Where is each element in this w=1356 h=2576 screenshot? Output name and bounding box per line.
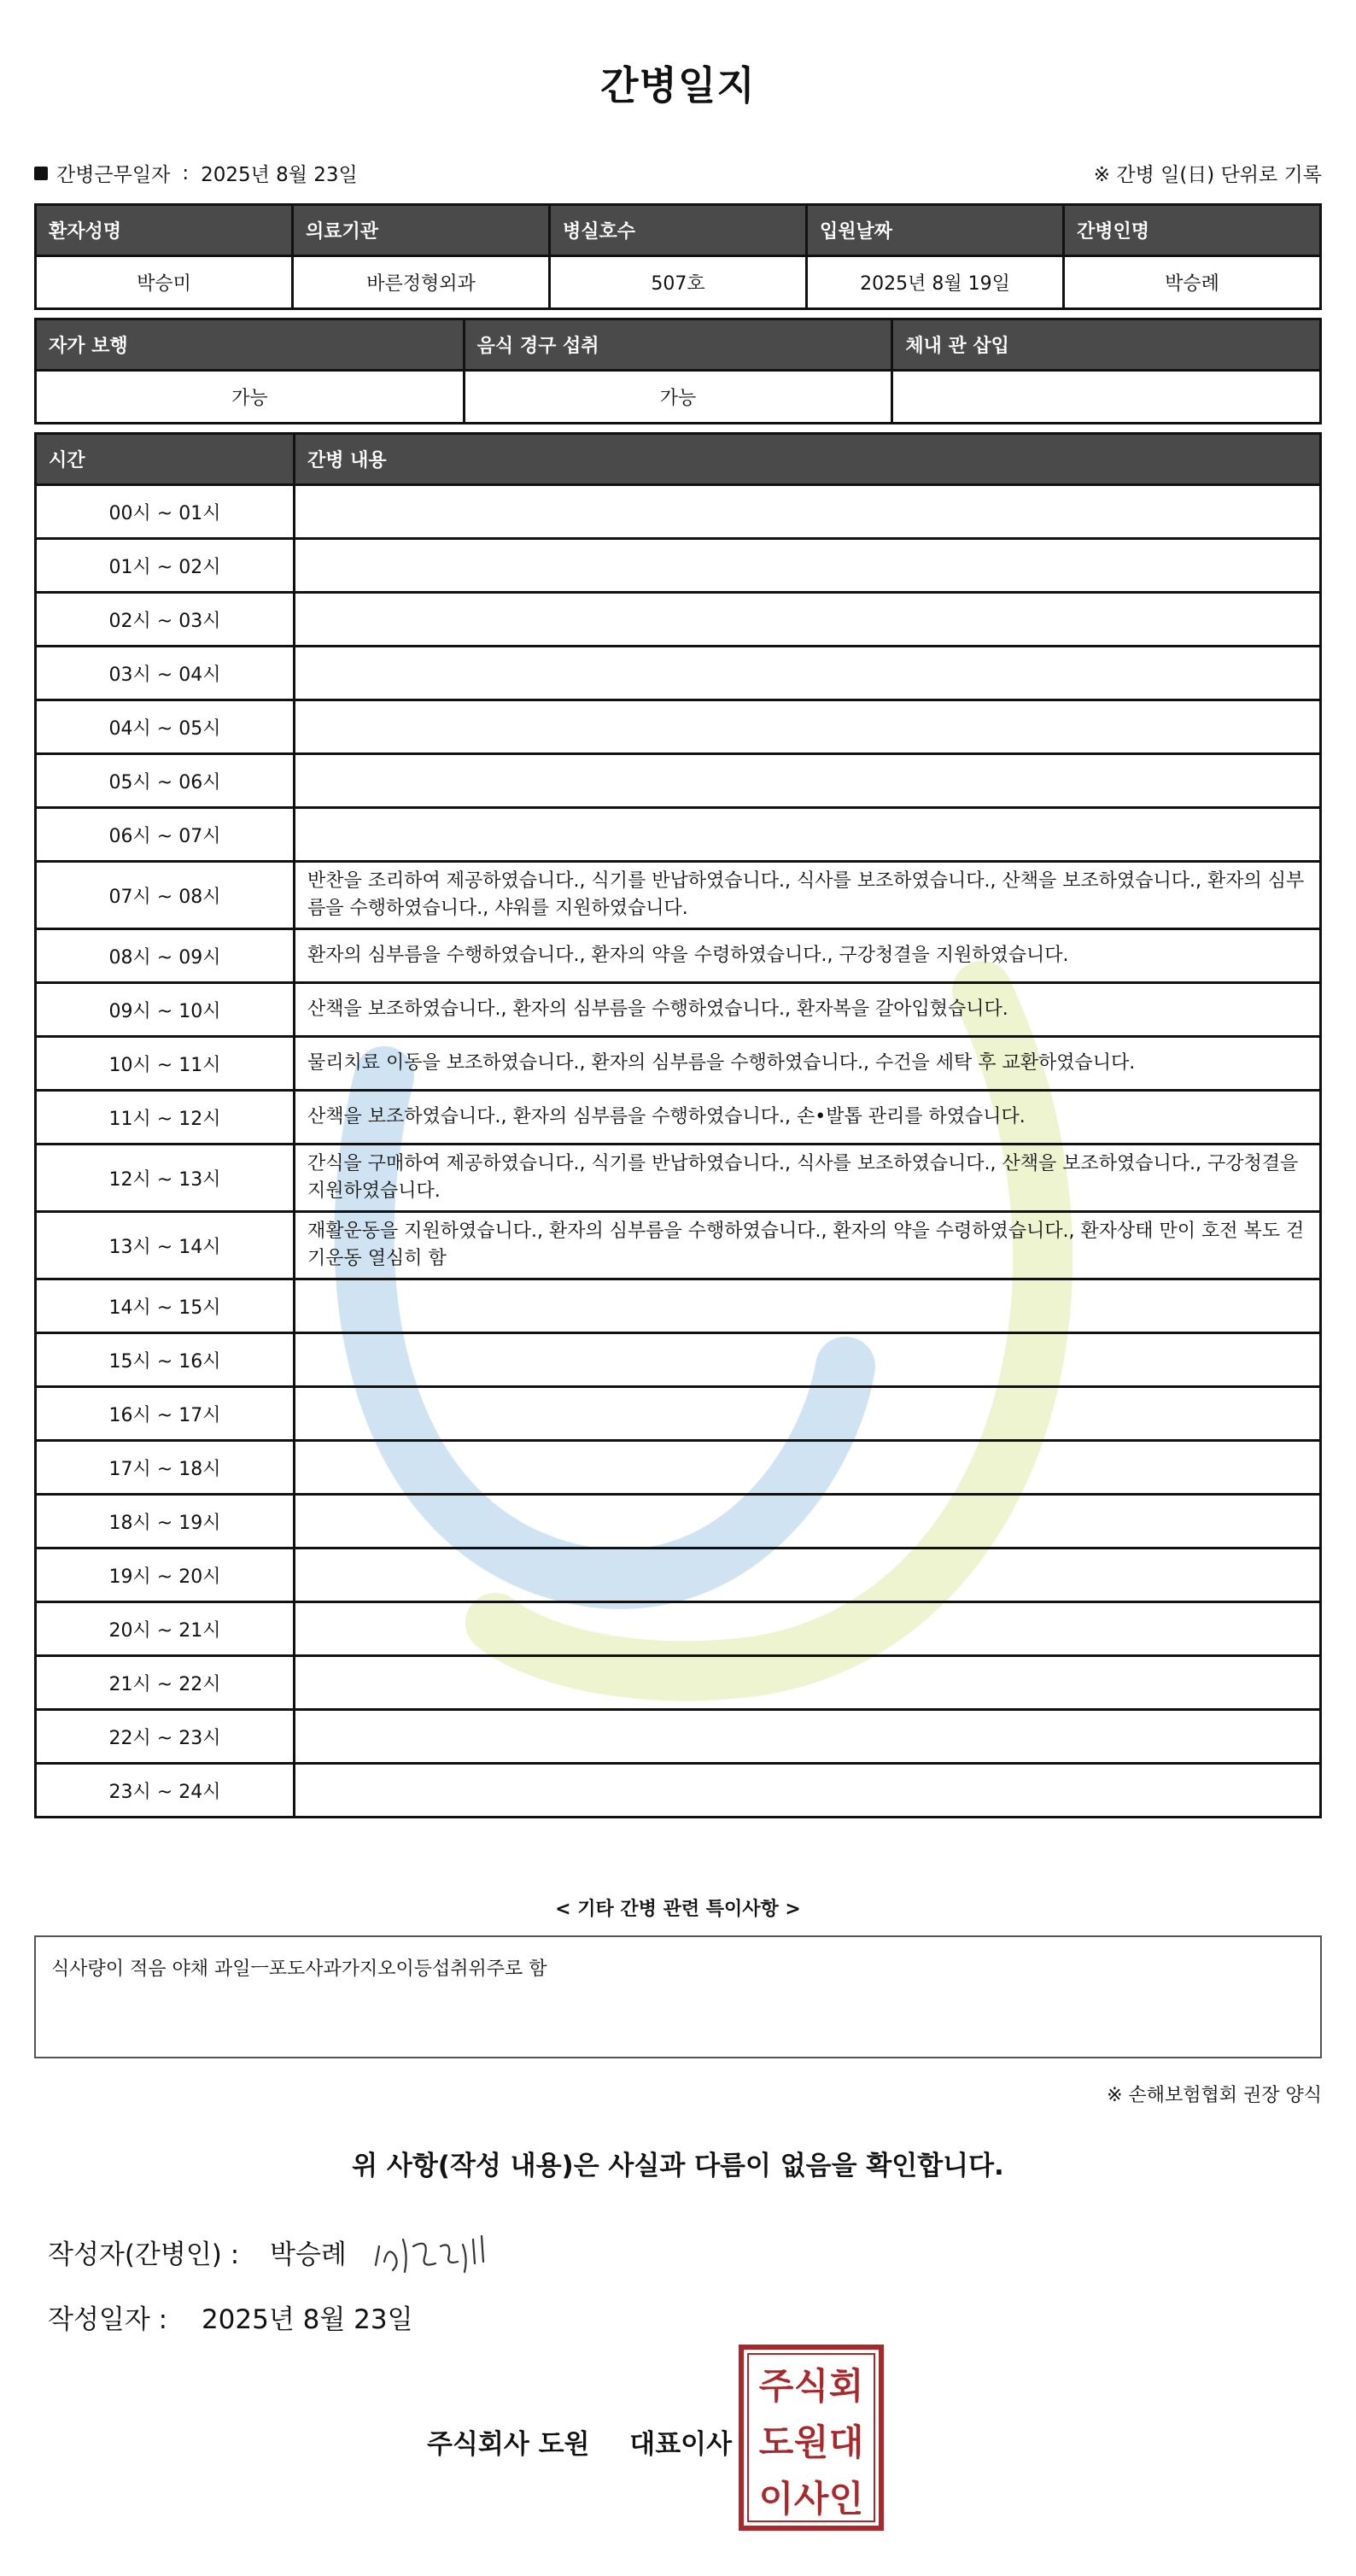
- log-time: 07시 ~ 08시: [36, 862, 295, 929]
- square-bullet-icon: [34, 167, 48, 180]
- log-time: 10시 ~ 11시: [36, 1037, 295, 1091]
- svg-text:식: 식: [793, 2365, 829, 2407]
- log-note: [295, 1441, 1321, 1495]
- ability-header-tube: 체내 관 삽입: [892, 319, 1321, 371]
- log-note: [295, 1656, 1321, 1710]
- ability-oral-intake: 가능: [464, 371, 892, 424]
- writer-row: [48, 2233, 347, 2271]
- company-row: [427, 2422, 732, 2461]
- log-time: 04시 ~ 05시: [36, 700, 295, 754]
- info-caregiver-name: 박승례: [1064, 256, 1321, 309]
- table-row: [36, 983, 1321, 1037]
- log-note: 재활운동을 지원하였습니다., 환자의 심부름을 수행하였습니다., 환자의 약을 수령하였습니다., 환자상태 만이 호전 복도 걷기운동 열심히 함: [295, 1212, 1321, 1279]
- log-header-content: 간병 내용: [295, 434, 1321, 485]
- work-date-label: 간병근무일자: [56, 164, 171, 186]
- company-role: 대표이사: [629, 2429, 733, 2460]
- table-row: [36, 1602, 1321, 1656]
- table-row: [36, 929, 1321, 983]
- recommend-note: ※ 손해보험협회 권장 양식: [1107, 2085, 1322, 2106]
- log-note: [295, 485, 1321, 539]
- log-note: 산책을 보조하였습니다., 환자의 심부름을 수행하였습니다., 손•발톱 관리를 하였습니다.: [295, 1091, 1321, 1145]
- svg-text:도: 도: [758, 2421, 794, 2463]
- table-row: [36, 647, 1321, 700]
- ability-table: [34, 318, 1322, 424]
- log-time: 09시 ~ 10시: [36, 983, 295, 1037]
- log-time: 06시 ~ 07시: [36, 808, 295, 862]
- info-header-patient: 환자성명: [36, 205, 293, 256]
- log-time: 11시 ~ 12시: [36, 1091, 295, 1145]
- log-time: 18시 ~ 19시: [36, 1495, 295, 1549]
- svg-text:사: 사: [793, 2478, 829, 2520]
- ability-walking: 가능: [36, 371, 465, 424]
- log-time: 16시 ~ 17시: [36, 1387, 295, 1441]
- ability-header-walking: 자가 보행: [36, 319, 465, 371]
- table-row: [36, 485, 1321, 539]
- log-note: [295, 1495, 1321, 1549]
- log-note: [295, 1279, 1321, 1333]
- info-hospital: 바른정형외과: [293, 256, 550, 309]
- log-note: [295, 754, 1321, 808]
- svg-text:원: 원: [793, 2421, 829, 2463]
- table-row: [36, 1495, 1321, 1549]
- special-notes-title: < 기타 간병 관련 특이사항 >: [555, 1899, 801, 1920]
- log-time: 21시 ~ 22시: [36, 1656, 295, 1710]
- table-row: [36, 1387, 1321, 1441]
- log-time: 23시 ~ 24시: [36, 1764, 295, 1818]
- log-time: 14시 ~ 15시: [36, 1279, 295, 1333]
- log-note: 산책을 보조하였습니다., 환자의 심부름을 수행하였습니다., 환자복을 갈아입혔습니다.: [295, 983, 1321, 1037]
- log-time: 19시 ~ 20시: [36, 1549, 295, 1602]
- write-date-value: 2025년 8월 23일: [201, 2304, 413, 2335]
- info-header-room: 병실호수: [550, 205, 807, 256]
- table-row: [36, 1549, 1321, 1602]
- log-time: 08시 ~ 09시: [36, 929, 295, 983]
- writer-label: 작성자(간병인) :: [48, 2239, 240, 2270]
- log-note: 물리치료 이동을 보조하였습니다., 환자의 심부름을 수행하였습니다., 수건을 세탁 후 교환하였습니다.: [295, 1037, 1321, 1091]
- ability-header-oral-intake: 음식 경구 섭취: [464, 319, 892, 371]
- log-note: [295, 1387, 1321, 1441]
- svg-text:대: 대: [828, 2421, 864, 2463]
- signature-image: [369, 2221, 506, 2289]
- info-header-caregiver: 간병인명: [1064, 205, 1321, 256]
- unit-note: ※ 간병 일(日) 단위로 기록: [1093, 164, 1322, 186]
- write-date-label: 작성일자 :: [48, 2304, 168, 2335]
- table-row: [36, 1441, 1321, 1495]
- svg-text:회: 회: [828, 2365, 864, 2407]
- table-row: [36, 1091, 1321, 1145]
- work-date-row: [34, 159, 358, 187]
- company-name: 주식회사 도원: [427, 2429, 590, 2460]
- table-row: [36, 862, 1321, 929]
- table-row: [36, 700, 1321, 754]
- log-note: [295, 808, 1321, 862]
- log-note: [295, 647, 1321, 700]
- log-time: 03시 ~ 04시: [36, 647, 295, 700]
- table-row: [36, 1656, 1321, 1710]
- table-row: [36, 1710, 1321, 1764]
- log-time: 05시 ~ 06시: [36, 754, 295, 808]
- log-note: [295, 1602, 1321, 1656]
- work-date-separator: :: [182, 161, 190, 184]
- svg-text:이: 이: [758, 2478, 794, 2520]
- table-row: [36, 808, 1321, 862]
- table-row: [36, 539, 1321, 593]
- special-notes-box: [34, 1935, 1322, 2058]
- log-note: [295, 593, 1321, 647]
- log-time: 12시 ~ 13시: [36, 1145, 295, 1212]
- table-row: [36, 754, 1321, 808]
- log-note: 간식을 구매하여 제공하였습니다., 식기를 반납하였습니다., 식사를 보조하였습니다., 산책을 보조하였습니다., 구강청결을 지원하였습니다.: [295, 1145, 1321, 1212]
- table-row: [36, 1279, 1321, 1333]
- info-header-admission: 입원날짜: [807, 205, 1064, 256]
- svg-text:주: 주: [758, 2365, 794, 2407]
- special-notes-text: 식사량이 적음 야채 과일ㅡ포도사과가지오이등섭취위주로 함: [51, 1958, 547, 1980]
- log-note: 반찬을 조리하여 제공하였습니다., 식기를 반납하였습니다., 식사를 보조하였습니다., 산책을 보조하였습니다., 환자의 심부름을 수행하였습니다., 샤워를 지원하였습니다.: [295, 862, 1321, 929]
- table-row: [36, 1212, 1321, 1279]
- log-time: 20시 ~ 21시: [36, 1602, 295, 1656]
- log-note: [295, 1549, 1321, 1602]
- info-header-hospital: 의료기관: [293, 205, 550, 256]
- table-row: [36, 1037, 1321, 1091]
- log-note: [295, 539, 1321, 593]
- table-row: [36, 1764, 1321, 1818]
- write-date-row: [48, 2298, 413, 2336]
- ability-tube: [892, 371, 1321, 424]
- writer-name: 박승례: [270, 2239, 347, 2270]
- info-admission-date: 2025년 8월 19일: [807, 256, 1064, 309]
- log-note: 환자의 심부름을 수행하였습니다., 환자의 약을 수령하였습니다., 구강청결을 지원하였습니다.: [295, 929, 1321, 983]
- table-row: [36, 1333, 1321, 1387]
- table-row: [36, 593, 1321, 647]
- page-title: 간병일지: [600, 62, 756, 108]
- patient-info-table: [34, 203, 1322, 310]
- care-log-table: [34, 432, 1322, 1818]
- log-time: 22시 ~ 23시: [36, 1710, 295, 1764]
- log-time: 01시 ~ 02시: [36, 539, 295, 593]
- info-patient-name: 박승미: [36, 256, 293, 309]
- svg-text:인: 인: [828, 2478, 864, 2520]
- info-room: 507호: [550, 256, 807, 309]
- log-time: 15시 ~ 16시: [36, 1333, 295, 1387]
- log-time: 02시 ~ 03시: [36, 593, 295, 647]
- log-note: [295, 700, 1321, 754]
- log-time: 13시 ~ 14시: [36, 1212, 295, 1279]
- log-header-time: 시간: [36, 434, 295, 485]
- company-seal: [738, 2344, 885, 2532]
- log-note: [295, 1764, 1321, 1818]
- log-note: [295, 1710, 1321, 1764]
- log-time: 00시 ~ 01시: [36, 485, 295, 539]
- log-note: [295, 1333, 1321, 1387]
- confirm-statement: 위 사항(작성 내용)은 사실과 다름이 없음을 확인합니다.: [352, 2151, 1004, 2181]
- work-date-value: 2025년 8월 23일: [201, 164, 358, 186]
- table-row: [36, 1145, 1321, 1212]
- log-time: 17시 ~ 18시: [36, 1441, 295, 1495]
